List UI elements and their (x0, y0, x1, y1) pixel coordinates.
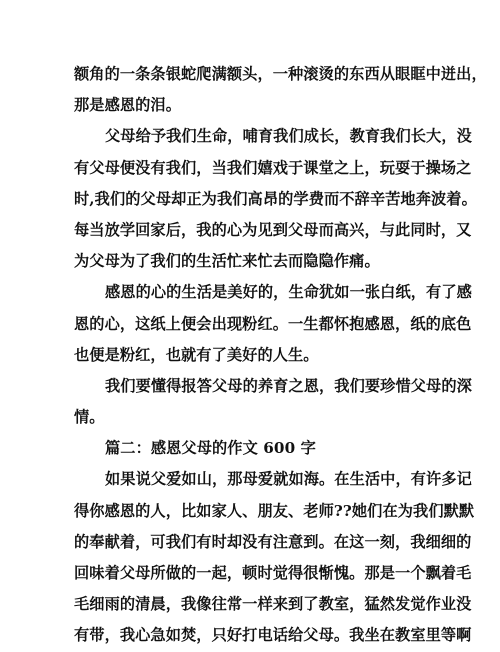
text-line: 每当放学回家后，我的心为见到父母而高兴，与此同时，又 (74, 220, 472, 239)
text-line: 感恩的心的生活是美好的，生命犹如一张白纸，有了感 (105, 283, 472, 302)
text-line: 情。 (74, 408, 105, 427)
essay-text (74, 59, 487, 652)
text-line: 时,我们的父母却正为我们高昂的学费而不辞辛苦地奔波着。 (74, 189, 477, 208)
text-line: 也便是粉红，也就有了美好的人生。 (74, 345, 319, 364)
text-line: 恩的心，这纸上便会出现粉红。一生都怀抱感恩，纸的底色 (74, 314, 472, 333)
text-line: 得你感恩的人，比如家人、朋友、老师??她们在为我们默默 (74, 501, 475, 520)
text-line: 的奉献着，可我们有时却没有注意到。在这一刻，我细细的 (74, 532, 472, 551)
text-line: 如果说父爱如山，那母爱就如海。在生活中，有许多记 (105, 470, 472, 489)
text-line: 毛细雨的清晨，我像往常一样来到了教室，猛然发觉作业没 (74, 595, 472, 614)
text-line: 篇二：感恩父母的作文 600 字 (105, 439, 316, 458)
text-line: 有带，我心急如焚，只好打电话给父母。我坐在教室里等啊 (74, 626, 472, 645)
text-line: 我们要懂得报答父母的养育之恩，我们要珍惜父母的深 (105, 376, 472, 395)
text-line: 那是感恩的泪。 (74, 96, 182, 115)
text-line: 为父母为了我们的生活忙来忙去而隐隐作痛。 (74, 252, 380, 271)
text-line: 回味着父母所做的一起，顿时觉得很惭愧。那是一个飘着毛 (74, 564, 472, 582)
text-line: 额角的一条条银蛇爬满额头，一种滚烫的东西从眼眶中迸出， (74, 65, 487, 83)
text-line: 有父母便没有我们，当我们嬉戏于课堂之上，玩耍于操场之 (74, 158, 472, 177)
text-line: 父母给予我们生命，哺育我们成长，教育我们长大，没 (105, 127, 472, 146)
